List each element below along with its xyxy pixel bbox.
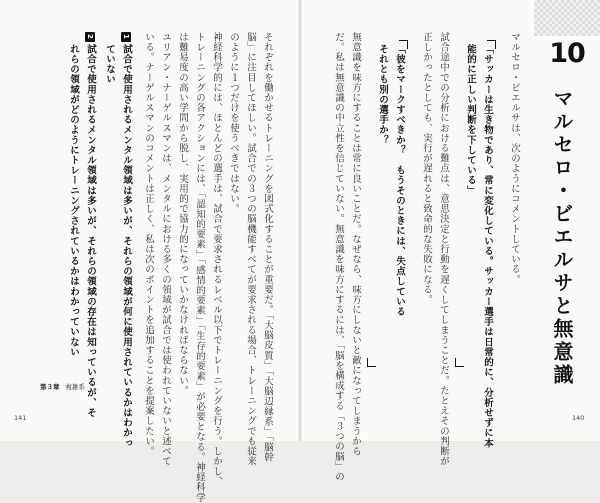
header-pattern xyxy=(534,0,600,36)
point-text: 試合で使用されるメンタル領域は多いが、それらの領域が何に使用されているかはわかっ xyxy=(121,44,132,448)
quote-corner xyxy=(455,358,464,367)
point-item-cont: ていない xyxy=(104,44,115,85)
body-line: トレーニングの各アクションには、「認知的要素」「感情的要素」「生存的要素」が必要となる。神経科学 xyxy=(194,32,205,503)
point-text: 試合で使用されるメンタル領域は多いが、それらの領域の存在は知っているが、そ xyxy=(85,44,96,418)
point-item xyxy=(81,32,99,418)
chapter-title: マルセロ・ビエルサと無意識 xyxy=(550,88,574,387)
body-line: は難易度の高い学問から脱し、実用的で協力的になっていかなければならない。 xyxy=(177,32,188,396)
folio-right: 140 xyxy=(572,414,585,422)
quote-corner xyxy=(367,358,376,367)
folio-left: 141 xyxy=(14,414,27,422)
body-line: のように１つだけを使うべきではない。 xyxy=(228,32,239,214)
body-line: だ。私は無意識の中立性を信じていない。無意識を味方にするには、「脳を構成する「３つの脳」の xyxy=(333,32,344,482)
quote-line: 「彼をマークすべきか？ もうそのときには、失点している xyxy=(394,44,405,317)
quote-line: 能的に正しい判断を下している」 xyxy=(465,44,476,196)
quote-line: 「サッカーは生き物であり、常に変化している。サッカー選手は日常的に、分析せずに本 xyxy=(482,44,493,448)
point-item xyxy=(117,32,135,448)
body-line: いる。ナーゲルスマンのコメントは正しく、私は次のポイントを追加することを提案したい。 xyxy=(143,32,154,457)
body-line: 正しかったとしても、実行が遅れると致命的な失敗になる。 xyxy=(421,32,432,305)
body-line: 脳」に注目してほしい。試合での３つの脳機能すべてが要求される場合、トレーニングでも従来 xyxy=(245,32,256,467)
running-head xyxy=(40,382,85,391)
point-number: 2 xyxy=(85,32,95,42)
point-item-cont: れらの領域がどのようにトレーニングされているかはわかっていない xyxy=(68,44,79,358)
running-head-chapter: 第３章 xyxy=(40,383,60,391)
body-line: マルセロ・ビエルサは、次のようにコメントしている。 xyxy=(509,32,520,285)
running-head-section: 複雑系 xyxy=(65,383,85,391)
quote-line: それとも別の選手か？ xyxy=(377,44,388,145)
body-line: それぞれを働かせるトレーニングを図式化することが重要だ。「大脳皮質」「大脳辺縁系」「脳幹 xyxy=(262,32,273,463)
point-number: 1 xyxy=(121,32,131,42)
body-line: 無意識を味方にすることは常に良いことだ。なぜなら、味方にしないと敵になってしまうから xyxy=(350,32,361,457)
body-line: 神経科学的には、ほとんどの選手は、試合で要求されるレベル以下でトレーニングを行う。しかし、 xyxy=(211,32,222,487)
body-line: ユリアン・ナーゲルスマンは、メンタルにおける多くの領域が試合では使われていないと述べて xyxy=(160,32,171,467)
chapter-number: 10 xyxy=(549,38,585,69)
page-fold xyxy=(298,0,302,441)
quote-corner xyxy=(399,40,408,49)
quote-corner xyxy=(487,40,496,49)
body-line: 試合途中での分析における難点は、意思決定と行動を遅くしてしまうことだ。たとえその判断が xyxy=(438,32,449,467)
